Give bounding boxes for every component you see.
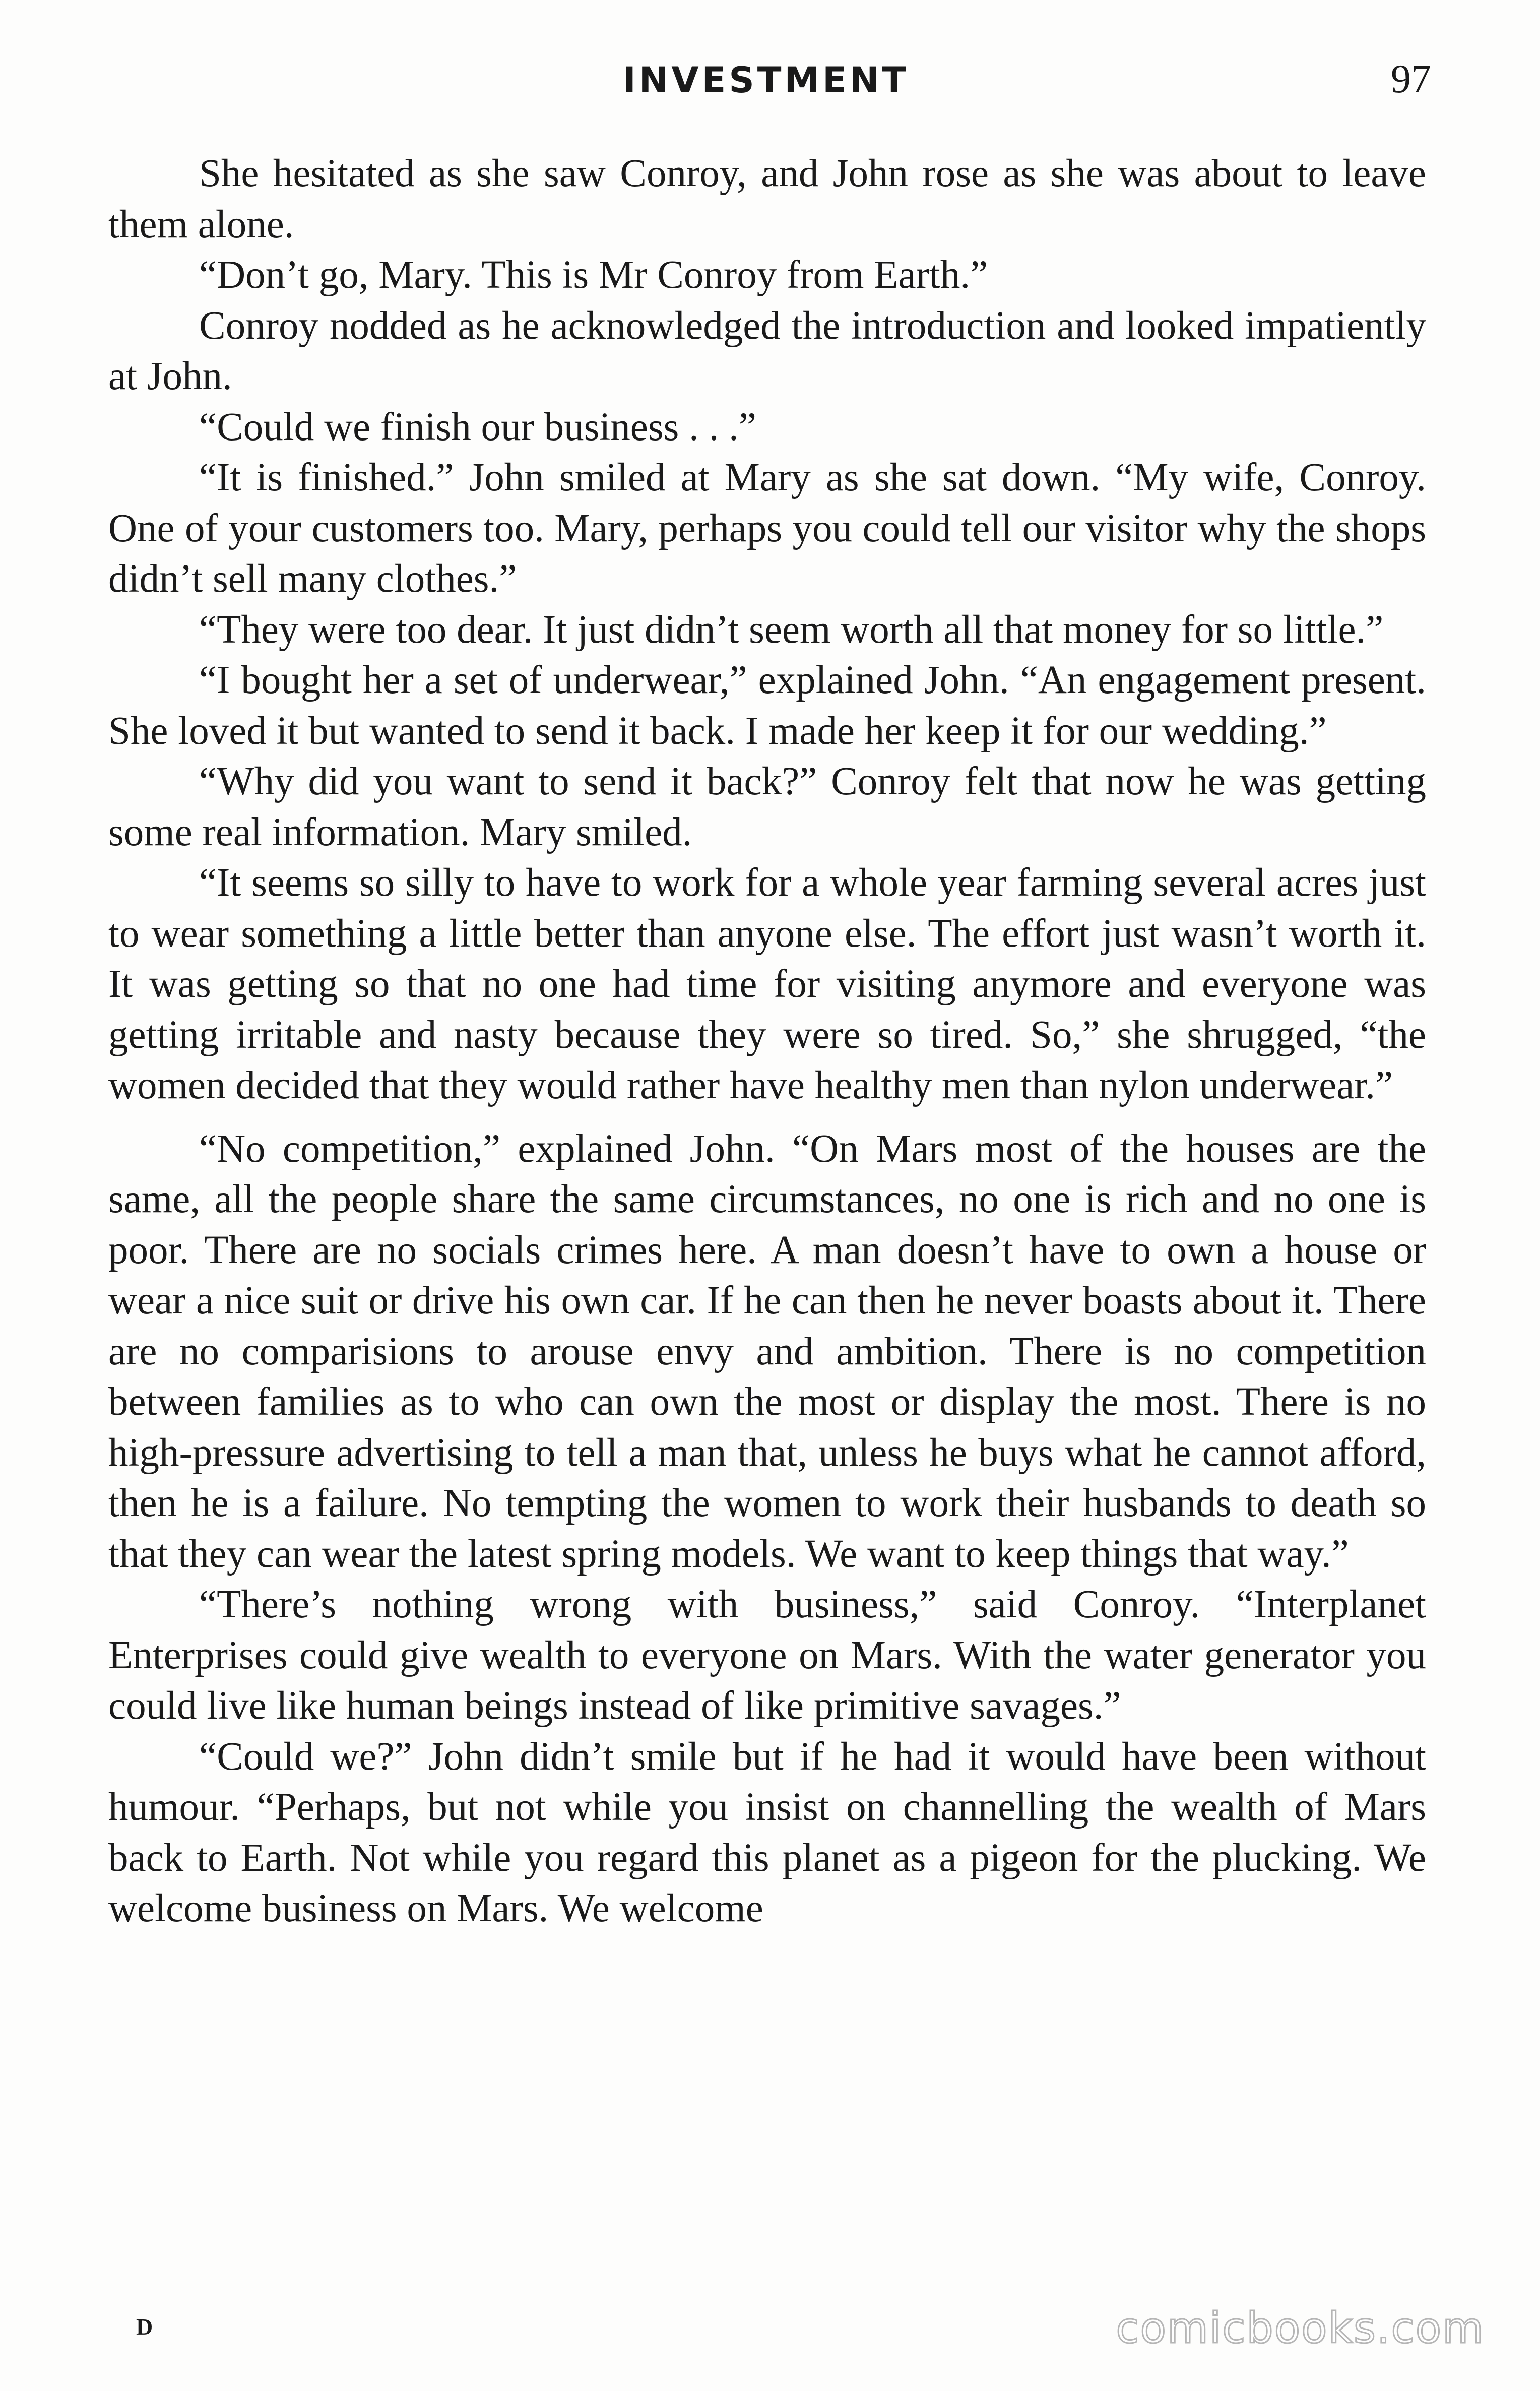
body-text <box>108 149 1426 1934</box>
paragraph: “Don’t go, Mary. This is Mr Conroy from Earth.” <box>199 253 988 297</box>
watermark: comicbooks.com <box>1116 2303 1485 2353</box>
paragraph: “There’s nothing wrong with business,” said Conroy. “Interplanet Enterprises could give wealth to everyone on Mars. With the water generator you could live like human beings instead of like primitive savages.” <box>108 1583 1426 1728</box>
paragraph: “No competition,” explained John. “On Mars most of the houses are the same, all the people share the same circumstances, no one is rich and no one is poor. There are no socials crimes here. A man doesn’t have to own a house or wear a nice suit or drive his own car. If he can then he never boasts about it. There are no comparisions to arouse envy and ambition. There is no competition between families as to who can own the most or display the most. There is no high-pressure advertising to tell a man that, unless he buys what he cannot afford, then he is a failure. No tempting the women to work their husbands to death so that they can wear the latest spring models. We want to keep things that way.” <box>108 1126 1426 1576</box>
paragraph: “Could we?” John didn’t smile but if he had it would have been without humour. “Perhaps, but not while you insist on channelling the wealth of Mars back to Earth. Not while you regard this planet as a pigeon for the plucking. We welcome business on Mars. We welcome <box>108 1734 1426 1930</box>
paragraph: “Could we finish our business . . .” <box>199 405 756 449</box>
signature-mark: D <box>136 2314 153 2340</box>
paragraph: She hesitated as she saw Conroy, and John rose as she was about to leave them alone. <box>108 152 1426 246</box>
paragraph: “They were too dear. It just didn’t seem worth all that money for so little.” <box>199 607 1384 652</box>
paragraph: “It is finished.” John smiled at Mary as she sat down. “My wife, Conroy. One of your customers too. Mary, perhaps you could tell our visitor why the shops didn’t sell many clothes.” <box>108 456 1426 601</box>
paragraph: “It seems so silly to have to work for a whole year farming several acres just to wear something a little better than anyone else. The effort just wasn’t worth it. It was getting so that no one had time for visiting anymore and everyone was getting irritable and nasty because they were so tired. So,” she shrugged, “the women decided that they would rather have healthy men than nylon underwear.” <box>108 861 1426 1107</box>
paragraph: “I bought her a set of underwear,” explained John. “An engagement present. She loved it but wanted to send it back. I made her keep it for our wedding.” <box>108 658 1426 753</box>
paragraph: Conroy nodded as he acknowledged the introduction and looked impatiently at John. <box>108 303 1426 398</box>
paragraph: “Why did you want to send it back?” Conroy felt that now he was getting some real information. Mary smiled. <box>108 760 1426 854</box>
running-title: INVESTMENT <box>622 59 910 101</box>
running-head <box>101 50 1431 111</box>
page-number: 97 <box>1391 57 1431 101</box>
